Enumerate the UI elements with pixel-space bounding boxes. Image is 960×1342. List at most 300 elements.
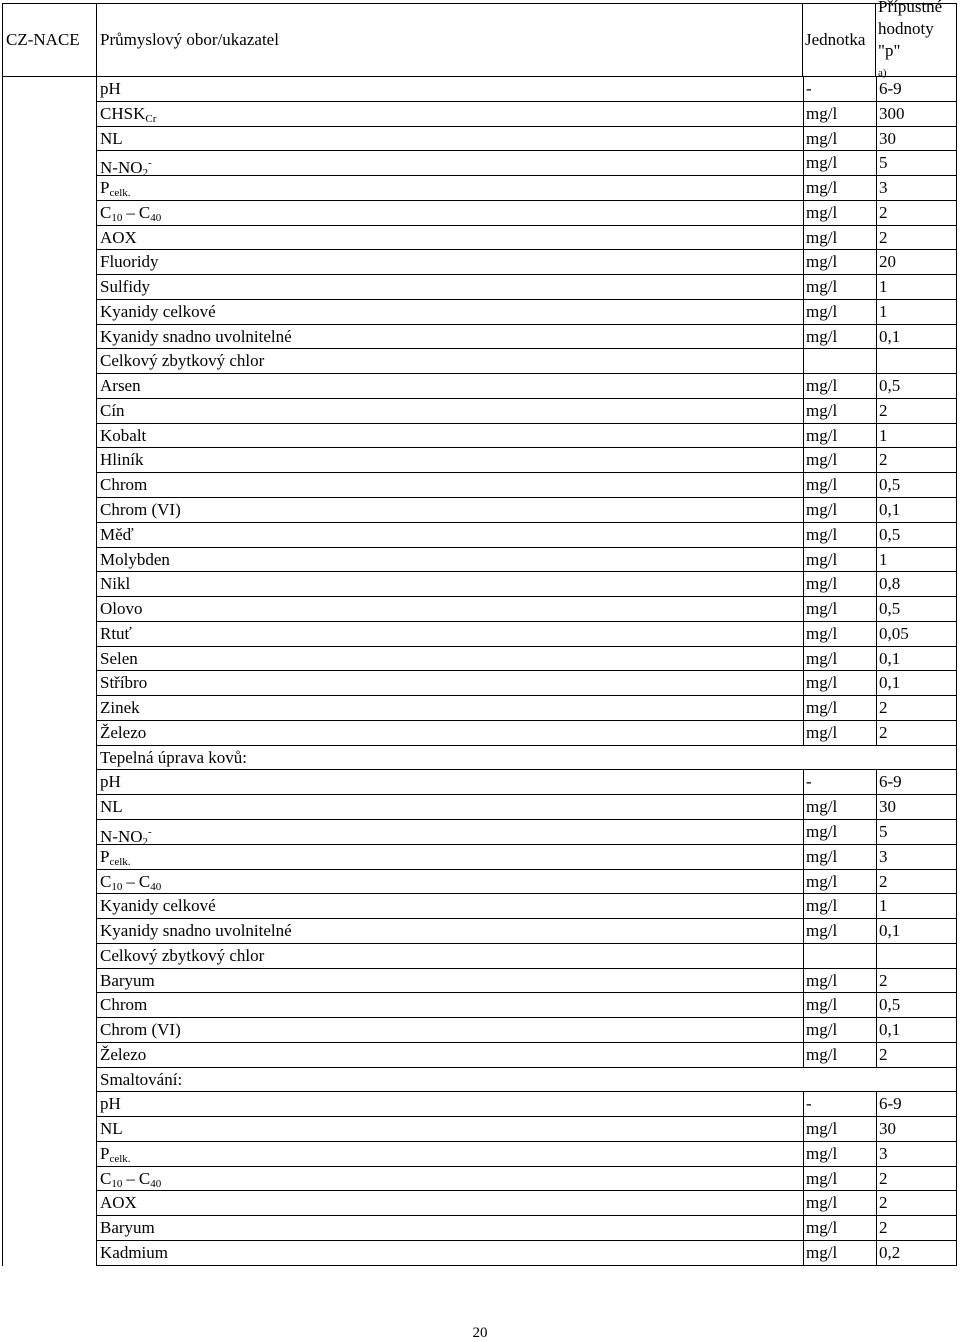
unit-cell: mg/l [803, 1241, 876, 1266]
table-row [2, 1191, 957, 1216]
table-row [2, 1092, 957, 1117]
indicator-text: Stříbro [100, 673, 148, 693]
unit-cell: mg/l [803, 647, 876, 672]
header-unit [803, 4, 876, 76]
unit-cell: - [803, 1092, 876, 1117]
table-row [2, 721, 957, 746]
section-row [2, 746, 957, 771]
indicator-text: pH [100, 79, 121, 98]
indicator-text: celk. [109, 1152, 131, 1165]
value-cell: 5 [876, 151, 957, 176]
indicator-text: Chrom [100, 475, 148, 495]
indicator-cell [97, 1043, 803, 1068]
indicator-cell [97, 919, 803, 944]
header-value-note: a) [878, 67, 887, 79]
table-header [2, 0, 957, 79]
code-cell [2, 1068, 97, 1093]
indicator-text: Olovo [100, 599, 143, 619]
unit-cell [803, 349, 876, 374]
indicator-text: Kadmium [100, 1242, 168, 1262]
value-cell: 2 [876, 1043, 957, 1068]
indicator-cell [97, 696, 803, 721]
table-row [2, 795, 957, 820]
code-cell [2, 473, 97, 498]
table-row [2, 226, 957, 251]
code-cell [2, 1117, 97, 1142]
indicator-text: 2 [142, 167, 148, 180]
indicator-text: Kyanidy celkové [100, 896, 216, 916]
code-cell [2, 226, 97, 251]
page-number: 20 [472, 1325, 488, 1341]
indicator-cell [97, 1092, 803, 1117]
indicator-cell [97, 399, 803, 424]
value-cell: 0,1 [876, 1018, 957, 1043]
code-cell [2, 919, 97, 944]
unit-cell: mg/l [803, 325, 876, 350]
value-cell: 2 [876, 226, 957, 251]
indicator-cell [97, 1241, 803, 1266]
value-cell: 300 [876, 102, 957, 127]
indicator-cell [97, 523, 803, 548]
value-cell: 2 [876, 1216, 957, 1241]
code-cell [2, 795, 97, 820]
value-cell: 5 [876, 820, 957, 845]
unit-cell: mg/l [803, 424, 876, 449]
indicator-text: celk. [109, 187, 131, 200]
unit-cell: mg/l [803, 894, 876, 919]
header-unit-label: Jednotka [805, 30, 866, 49]
code-cell [2, 1241, 97, 1266]
code-cell [2, 176, 97, 201]
indicator-cell [97, 1167, 803, 1192]
code-cell [2, 870, 97, 895]
indicator-text: Celkový zbytkový chlor [100, 351, 265, 371]
table-row [2, 473, 957, 498]
indicator-cell [97, 1216, 803, 1241]
code-cell [2, 1018, 97, 1043]
indicator-text: C [100, 202, 112, 222]
indicator-cell [97, 374, 803, 399]
code-cell [2, 448, 97, 473]
unit-cell: mg/l [803, 820, 876, 845]
table-row [2, 894, 957, 919]
indicator-cell [97, 993, 803, 1018]
unit-cell: mg/l [803, 870, 876, 895]
indicator-text: 10 [111, 211, 123, 224]
code-cell [2, 696, 97, 721]
unit-cell: mg/l [803, 151, 876, 176]
unit-cell: mg/l [803, 127, 876, 152]
indicator-text: Hliník [100, 450, 144, 470]
table-row [2, 622, 957, 647]
value-cell: 0,5 [876, 374, 957, 399]
table-row [2, 1241, 957, 1266]
unit-cell: mg/l [803, 795, 876, 820]
unit-cell: mg/l [803, 473, 876, 498]
code-cell [2, 1191, 97, 1216]
unit-cell: mg/l [803, 622, 876, 647]
value-cell: 2 [876, 721, 957, 746]
code-cell [2, 1092, 97, 1117]
table-row [2, 597, 957, 622]
value-cell: 1 [876, 275, 957, 300]
indicator-cell [97, 622, 803, 647]
indicator-cell [97, 894, 803, 919]
indicator-cell [97, 349, 803, 374]
indicator-text: Železo [100, 722, 147, 742]
value-cell: 3 [876, 176, 957, 201]
indicator-text: Cín [100, 400, 125, 420]
value-cell: 2 [876, 1167, 957, 1192]
table-row [2, 845, 957, 870]
code-cell [2, 250, 97, 275]
code-cell [2, 845, 97, 870]
table-row [2, 374, 957, 399]
code-cell [2, 597, 97, 622]
header-code-label: CZ-NACE [6, 30, 80, 49]
indicator-text: Tepelná úprava kovů: [100, 747, 248, 767]
value-cell: 0,1 [876, 671, 957, 696]
header-value-line1: Přípustné [878, 0, 943, 16]
value-cell: 0,1 [876, 647, 957, 672]
table-row [2, 870, 957, 895]
indicator-text: Zinek [100, 698, 140, 718]
indicator-text: Nikl [100, 574, 131, 594]
indicator-text: 40 [150, 880, 162, 893]
value-cell: 1 [876, 894, 957, 919]
header-code [2, 4, 97, 76]
table-row [2, 820, 957, 848]
code-cell [2, 127, 97, 152]
indicator-text: Molybden [100, 549, 170, 569]
code-cell [2, 498, 97, 523]
code-cell [2, 349, 97, 374]
table-row [2, 176, 957, 201]
value-cell: 2 [876, 870, 957, 895]
value-cell: 2 [876, 399, 957, 424]
indicator-cell [97, 250, 803, 275]
section-row [2, 1068, 957, 1093]
indicator-text: 40 [150, 211, 162, 224]
unit-cell: mg/l [803, 176, 876, 201]
table-row [2, 325, 957, 350]
unit-cell: mg/l [803, 374, 876, 399]
indicator-text: N-NO [100, 826, 143, 846]
value-cell: 0,05 [876, 622, 957, 647]
code-cell [2, 721, 97, 746]
indicator-cell [97, 1018, 803, 1043]
table-row [2, 399, 957, 424]
unit-cell: mg/l [803, 399, 876, 424]
indicator-cell [97, 176, 803, 201]
value-cell: 1 [876, 300, 957, 325]
code-cell [2, 1216, 97, 1241]
indicator-text: 10 [111, 1177, 123, 1190]
indicator-text: Fluoridy [100, 252, 159, 272]
indicator-text: C [100, 871, 112, 891]
indicator-cell [97, 151, 803, 180]
indicator-text: Kyanidy snadno uvolnitelné [100, 326, 292, 346]
table-row [2, 1142, 957, 1167]
indicator-text: NL [100, 128, 123, 148]
indicator-text: Chrom (VI) [100, 1020, 181, 1040]
indicator-text: Chrom [100, 995, 148, 1015]
value-cell: 30 [876, 795, 957, 820]
indicator-text: – [126, 202, 135, 222]
code-cell [2, 523, 97, 548]
indicator-cell [97, 944, 803, 969]
unit-cell: mg/l [803, 201, 876, 226]
unit-cell: mg/l [803, 102, 876, 127]
code-cell [2, 102, 97, 127]
code-cell [2, 151, 97, 176]
indicator-cell [97, 1117, 803, 1142]
unit-cell: - [803, 770, 876, 795]
indicator-cell [97, 275, 803, 300]
value-cell: 2 [876, 696, 957, 721]
code-cell [2, 1167, 97, 1192]
indicator-text: 40 [150, 1177, 162, 1190]
indicator-text: Měď [100, 524, 134, 544]
value-cell: 6-9 [876, 770, 957, 795]
table-row [2, 77, 957, 102]
unit-cell: mg/l [803, 969, 876, 994]
indicator-text: - [148, 825, 152, 838]
code-cell [2, 374, 97, 399]
code-cell [2, 820, 97, 845]
table-row [2, 201, 957, 226]
code-cell [2, 647, 97, 672]
value-cell: 0,5 [876, 523, 957, 548]
value-cell: 3 [876, 845, 957, 870]
unit-cell: mg/l [803, 300, 876, 325]
indicator-text: C [138, 202, 151, 222]
table-row [2, 548, 957, 573]
indicator-cell [97, 647, 803, 672]
value-cell: 2 [876, 448, 957, 473]
code-cell [2, 424, 97, 449]
unit-cell: mg/l [803, 671, 876, 696]
indicator-text: Smaltování: [100, 1069, 183, 1089]
unit-cell: mg/l [803, 572, 876, 597]
indicator-cell [97, 548, 803, 573]
value-cell [876, 349, 957, 374]
unit-cell: mg/l [803, 1043, 876, 1068]
table-row [2, 1216, 957, 1241]
header-name [97, 4, 803, 76]
indicator-cell [97, 300, 803, 325]
indicator-text: C [100, 1168, 112, 1188]
unit-cell: mg/l [803, 919, 876, 944]
indicator-cell [97, 969, 803, 994]
table-row [2, 969, 957, 994]
table-row [2, 424, 957, 449]
indicator-cell [97, 795, 803, 820]
indicator-text: C [138, 1168, 151, 1188]
code-cell [2, 671, 97, 696]
header-value-p: "p" [878, 41, 901, 60]
indicator-cell [97, 746, 957, 771]
unit-cell: mg/l [803, 721, 876, 746]
table-row [2, 993, 957, 1018]
indicator-cell [97, 77, 803, 102]
indicator-cell [97, 201, 803, 226]
indicator-cell [97, 102, 803, 127]
indicator-text: Baryum [100, 970, 155, 990]
indicator-text: Arsen [100, 376, 141, 396]
indicator-cell [97, 770, 803, 795]
indicator-cell [97, 671, 803, 696]
value-cell: 2 [876, 969, 957, 994]
indicator-text: Železo [100, 1044, 147, 1064]
table-row [2, 448, 957, 473]
unit-cell [803, 944, 876, 969]
table-row [2, 647, 957, 672]
unit-cell: mg/l [803, 1191, 876, 1216]
unit-cell: mg/l [803, 250, 876, 275]
indicator-text: 10 [111, 880, 123, 893]
value-cell: 0,1 [876, 498, 957, 523]
table-row [2, 102, 957, 127]
value-cell: 1 [876, 548, 957, 573]
table-row [2, 1167, 957, 1192]
table-row [2, 1018, 957, 1043]
unit-cell: mg/l [803, 1018, 876, 1043]
value-cell: 0,5 [876, 597, 957, 622]
code-cell [2, 944, 97, 969]
indicator-cell [97, 572, 803, 597]
unit-cell: - [803, 77, 876, 102]
unit-cell: mg/l [803, 226, 876, 251]
indicator-text: P [100, 1143, 110, 1163]
code-cell [2, 894, 97, 919]
value-cell: 0,8 [876, 572, 957, 597]
indicator-cell [97, 820, 803, 848]
value-cell: 0,5 [876, 473, 957, 498]
limits-table [2, 0, 957, 1266]
indicator-text: AOX [100, 227, 137, 247]
code-cell [2, 548, 97, 573]
indicator-text: Kobalt [100, 425, 147, 445]
value-cell: 0,1 [876, 919, 957, 944]
code-cell [2, 300, 97, 325]
unit-cell: mg/l [803, 597, 876, 622]
value-cell: 6-9 [876, 1092, 957, 1117]
indicator-cell [97, 1142, 803, 1167]
table-row [2, 498, 957, 523]
indicator-text: Kyanidy snadno uvolnitelné [100, 921, 292, 941]
indicator-cell [97, 845, 803, 870]
table-row [2, 127, 957, 152]
table-row [2, 151, 957, 180]
indicator-text: 2 [142, 835, 148, 848]
indicator-text: Rtuť [100, 623, 132, 643]
value-cell [876, 944, 957, 969]
table-row [2, 523, 957, 548]
code-cell [2, 622, 97, 647]
indicator-text: Kyanidy celkové [100, 301, 216, 321]
value-cell: 20 [876, 250, 957, 275]
unit-cell: mg/l [803, 993, 876, 1018]
value-cell: 2 [876, 201, 957, 226]
unit-cell: mg/l [803, 523, 876, 548]
unit-cell: mg/l [803, 448, 876, 473]
table-body [2, 77, 957, 1266]
indicator-text: Sulfidy [100, 277, 151, 297]
code-cell [2, 572, 97, 597]
code-cell [2, 325, 97, 350]
value-cell: 6-9 [876, 77, 957, 102]
indicator-cell [97, 473, 803, 498]
code-cell [2, 201, 97, 226]
indicator-cell [97, 325, 803, 350]
table-row [2, 1117, 957, 1142]
indicator-cell [97, 1068, 957, 1093]
table-row [2, 572, 957, 597]
value-cell: 30 [876, 1117, 957, 1142]
header-value-line2: hodnoty [878, 19, 934, 38]
indicator-cell [97, 597, 803, 622]
indicator-text: P [100, 178, 110, 198]
indicator-text: P [100, 846, 110, 866]
value-cell: 0,5 [876, 993, 957, 1018]
code-cell [2, 770, 97, 795]
unit-cell: mg/l [803, 845, 876, 870]
indicator-text: - [148, 157, 152, 170]
indicator-text: – [126, 1168, 135, 1188]
indicator-text: – [126, 871, 135, 891]
unit-cell: mg/l [803, 275, 876, 300]
indicator-cell [97, 127, 803, 152]
indicator-text: Chrom (VI) [100, 500, 181, 520]
indicator-text: pH [100, 772, 121, 792]
indicator-text: NL [100, 1119, 123, 1139]
code-cell [2, 275, 97, 300]
indicator-cell [97, 1191, 803, 1216]
header-name-label: Průmyslový obor/ukazatel [100, 30, 279, 49]
indicator-text: AOX [100, 1193, 137, 1213]
table-row [2, 300, 957, 325]
indicator-text: Selen [100, 648, 138, 668]
value-cell: 0,2 [876, 1241, 957, 1266]
table-row [2, 770, 957, 795]
code-cell [2, 1142, 97, 1167]
indicator-text: CHSK [100, 103, 146, 123]
value-cell: 0,1 [876, 325, 957, 350]
value-cell: 3 [876, 1142, 957, 1167]
value-cell: 2 [876, 1191, 957, 1216]
unit-cell: mg/l [803, 1117, 876, 1142]
table-row [2, 944, 957, 969]
code-cell [2, 993, 97, 1018]
indicator-cell [97, 498, 803, 523]
indicator-cell [97, 721, 803, 746]
indicator-cell [97, 424, 803, 449]
indicator-cell [97, 448, 803, 473]
indicator-text: C [138, 871, 151, 891]
unit-cell: mg/l [803, 498, 876, 523]
table-row [2, 275, 957, 300]
unit-cell: mg/l [803, 1167, 876, 1192]
indicator-text: NL [100, 797, 123, 817]
table-row [2, 919, 957, 944]
table-row [2, 671, 957, 696]
code-cell [2, 77, 97, 102]
unit-cell: mg/l [803, 548, 876, 573]
value-cell: 1 [876, 424, 957, 449]
table-row [2, 349, 957, 374]
table-row [2, 1043, 957, 1068]
